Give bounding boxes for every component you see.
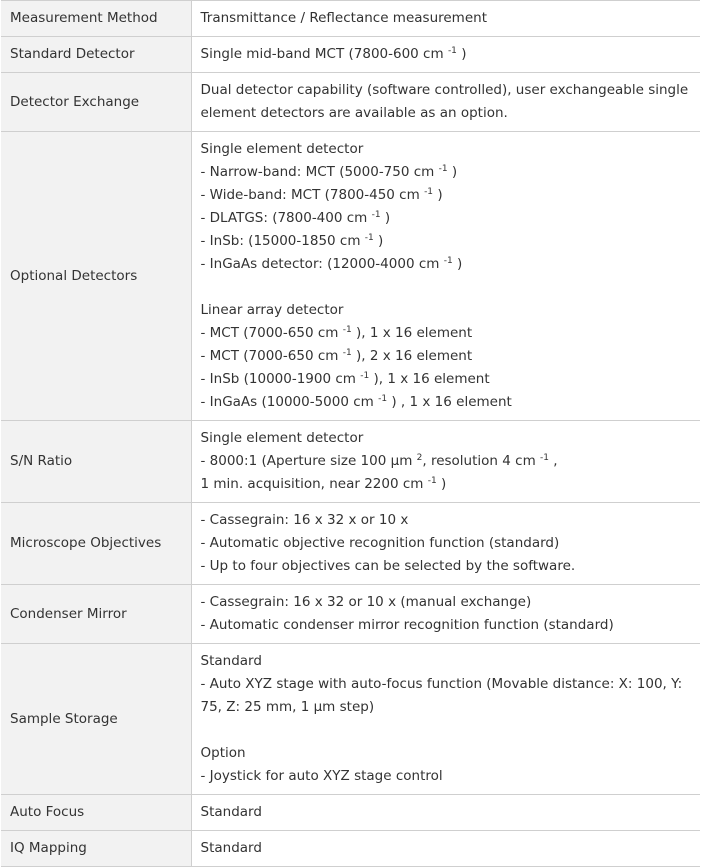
value-text: - InSb: (15000-1850 cm <box>200 233 365 249</box>
value-line <box>201 43 693 66</box>
row-label: Detector Exchange <box>1 73 191 132</box>
value-line <box>201 801 693 824</box>
row-label: IQ Mapping <box>1 831 191 867</box>
value-line <box>201 837 693 860</box>
table-row <box>1 1 700 37</box>
row-label: Microscope Objectives <box>1 503 191 585</box>
value-text: Standard <box>200 840 262 856</box>
row-label: Standard Detector <box>1 37 191 73</box>
value-text: , <box>549 453 558 469</box>
value-text: , resolution 4 cm <box>422 453 541 469</box>
value-line <box>201 138 693 161</box>
superscript-exponent: -1 <box>371 210 381 220</box>
superscript-exponent: 2 <box>416 453 423 463</box>
table-row <box>1 831 700 867</box>
value-text: ) <box>380 210 391 226</box>
value-line <box>201 673 693 719</box>
value-line <box>201 253 693 276</box>
value-text: - InGaAs (10000-5000 cm <box>200 394 379 410</box>
row-value <box>191 831 700 867</box>
specifications-table <box>1 0 700 867</box>
superscript-exponent: -1 <box>438 164 448 174</box>
superscript-exponent: -1 <box>342 348 352 358</box>
value-line <box>201 79 693 125</box>
superscript-exponent: -1 <box>447 46 457 56</box>
value-line <box>201 427 693 450</box>
value-text: Standard <box>200 804 262 820</box>
table-row <box>1 37 700 73</box>
value-line <box>201 765 693 788</box>
row-label: Optional Detectors <box>1 132 191 421</box>
table-row <box>1 132 700 421</box>
superscript-exponent: -1 <box>360 371 370 381</box>
value-text: - Joystick for auto XYZ stage control <box>200 768 443 784</box>
value-text: ) , 1 x 16 element <box>387 394 512 410</box>
value-text: - DLATGS: (7800-400 cm <box>200 210 372 226</box>
value-line <box>201 614 693 637</box>
value-text: - MCT (7000-650 cm <box>200 325 343 341</box>
table-row <box>1 585 700 644</box>
value-line <box>201 299 693 322</box>
table-row <box>1 73 700 132</box>
row-value <box>191 585 700 644</box>
value-text: - Narrow-band: MCT (5000-750 cm <box>200 164 439 180</box>
table-row <box>1 503 700 585</box>
value-text: - Up to four objectives can be selected by the software. <box>200 558 576 574</box>
value-line <box>201 450 693 473</box>
table-row <box>1 421 700 503</box>
value-line <box>201 276 693 299</box>
superscript-exponent: -1 <box>427 476 437 486</box>
value-text: ), 2 x 16 element <box>351 348 473 364</box>
value-text: Dual detector capability (software controlled), user exchangeable single element detectors are available as an option. <box>200 82 689 121</box>
value-line <box>201 509 693 532</box>
row-label: S/N Ratio <box>1 421 191 503</box>
value-text: Transmittance / Reflectance measurement <box>200 10 487 26</box>
value-text: Linear array detector <box>200 302 344 318</box>
value-text: - Auto XYZ stage with auto-focus function (Movable distance: X: 100, Y: 75, Z: 25 mm, 1 μm step) <box>200 676 683 715</box>
value-text: 1 min. acquisition, near 2200 cm <box>200 476 428 492</box>
superscript-exponent: -1 <box>424 187 434 197</box>
value-line <box>201 230 693 253</box>
value-text: ), 1 x 16 element <box>351 325 473 341</box>
value-text: ) <box>447 164 458 180</box>
value-text: ) <box>456 46 467 62</box>
value-line <box>201 742 693 765</box>
superscript-exponent: -1 <box>364 233 374 243</box>
value-line <box>201 391 693 414</box>
row-label: Auto Focus <box>1 795 191 831</box>
value-line <box>201 184 693 207</box>
table-row <box>1 795 700 831</box>
row-value <box>191 644 700 795</box>
value-line <box>201 345 693 368</box>
value-text: - InGaAs detector: (12000-4000 cm <box>200 256 444 272</box>
superscript-exponent: -1 <box>540 453 549 463</box>
row-label: Condenser Mirror <box>1 585 191 644</box>
row-value <box>191 503 700 585</box>
table-row <box>1 644 700 795</box>
value-text: - 8000:1 (Aperture size 100 μm <box>200 453 417 469</box>
value-text: ) <box>433 187 443 203</box>
row-label: Measurement Method <box>1 1 191 37</box>
row-label: Sample Storage <box>1 644 191 795</box>
value-line <box>201 161 693 184</box>
value-text: ) <box>373 233 384 249</box>
value-text: ), 1 x 16 element <box>369 371 490 387</box>
row-value <box>191 421 700 503</box>
row-value <box>191 795 700 831</box>
row-value <box>191 1 700 37</box>
value-text: - Automatic condenser mirror recognition function (standard) <box>200 617 614 633</box>
value-text: - MCT (7000-650 cm <box>200 348 343 364</box>
value-line <box>201 207 693 230</box>
superscript-exponent: -1 <box>443 256 453 266</box>
value-text: - Cassegrain: 16 x 32 or 10 x (manual exchange) <box>200 594 532 610</box>
row-value <box>191 73 700 132</box>
value-line <box>201 473 693 496</box>
value-text: - InSb (10000-1900 cm <box>200 371 361 387</box>
value-line <box>201 591 693 614</box>
value-text: Single mid-band MCT (7800-600 cm <box>200 46 448 62</box>
value-text: - Wide-band: MCT (7800-450 cm <box>200 187 425 203</box>
value-line <box>201 532 693 555</box>
specifications-table-body <box>1 1 700 867</box>
value-line <box>201 368 693 391</box>
superscript-exponent: -1 <box>342 325 352 335</box>
value-text: Option <box>200 745 246 761</box>
superscript-exponent: -1 <box>378 394 388 404</box>
value-line <box>201 555 693 578</box>
value-line <box>201 322 693 345</box>
value-text: Standard <box>200 653 262 669</box>
value-text: ) <box>436 476 447 492</box>
row-value <box>191 37 700 73</box>
value-line <box>201 7 693 30</box>
row-value <box>191 132 700 421</box>
value-line <box>201 719 693 742</box>
value-line <box>201 650 693 673</box>
value-text: - Automatic objective recognition function (standard) <box>200 535 560 551</box>
value-text: Single element detector <box>200 430 364 446</box>
value-text: ) <box>452 256 463 272</box>
value-text: - Cassegrain: 16 x 32 x or 10 x <box>200 512 409 528</box>
value-text: Single element detector <box>200 141 364 157</box>
